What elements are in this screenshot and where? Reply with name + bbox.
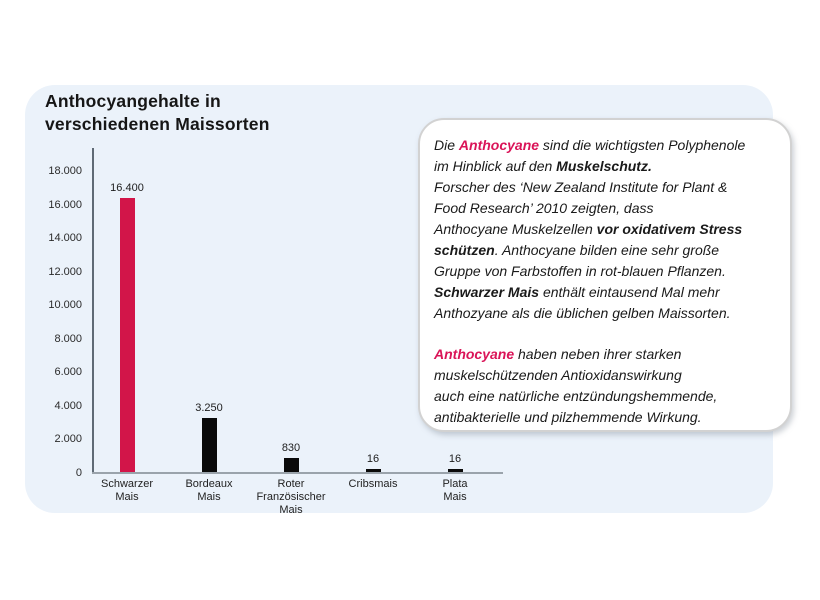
info-line xyxy=(434,198,782,219)
info-text-segment: Food Research’ 2010 zeigten, dass xyxy=(434,200,654,216)
bar-value-label: 16.400 xyxy=(110,182,144,194)
info-text-segment: . Anthocyane bilden eine sehr große xyxy=(494,242,720,258)
info-line xyxy=(434,344,782,365)
info-accent-text: Anthocyane xyxy=(458,137,540,153)
info-line xyxy=(434,135,782,156)
info-text-segment: antibakterielle und pilzhemmende Wirkung. xyxy=(434,409,702,425)
category-label-line: Mais xyxy=(115,491,139,503)
y-tick-label: 10.000 xyxy=(48,299,82,311)
info-line xyxy=(434,177,782,198)
category-label-line: Schwarzer xyxy=(101,478,153,490)
y-tick-label: 2.000 xyxy=(54,433,82,445)
info-text-segment: muskelschützenden Antioxidanswirkung xyxy=(434,367,682,383)
bar-value-label: 3.250 xyxy=(195,402,223,414)
y-tick-label: 12.000 xyxy=(48,266,82,278)
y-tick-label: 18.000 xyxy=(48,165,82,177)
info-line xyxy=(434,156,782,177)
y-tick-label: 8.000 xyxy=(54,333,82,345)
info-text-segment: schützen xyxy=(434,242,495,258)
category-label-line: Roter xyxy=(277,478,305,490)
info-text-segment: Gruppe von Farbstoffen in rot-blauen Pflanzen. xyxy=(434,263,726,279)
info-text-segment: Anthocyane Muskelzellen xyxy=(434,221,597,237)
category-label-line: Mais xyxy=(279,504,303,516)
info-paragraph xyxy=(434,344,782,428)
bar-value-label: 830 xyxy=(281,442,301,454)
category-label-line: Mais xyxy=(197,491,221,503)
info-text-segment: Schwarzer Mais xyxy=(434,284,540,300)
info-text-segment: haben neben ihrer starken xyxy=(514,346,682,362)
info-line xyxy=(434,386,782,407)
chart-title-line1: Anthocyangehalte in xyxy=(45,91,221,111)
category-label-line: Mais xyxy=(443,491,467,503)
info-text-segment: Muskelschutz. xyxy=(556,158,652,174)
info-text-segment: Anthozyane als die üblichen gelben Maissorten. xyxy=(434,305,731,321)
category-label-line: Bordeaux xyxy=(185,478,233,490)
info-paragraph xyxy=(434,135,782,324)
y-tick-label: 4.000 xyxy=(54,400,82,412)
category-label-line: Plata xyxy=(442,478,468,490)
info-line xyxy=(434,261,782,282)
info-line xyxy=(434,303,782,324)
y-tick-label: 6.000 xyxy=(54,366,82,378)
y-tick-label: 16.000 xyxy=(48,199,82,211)
info-line xyxy=(434,407,782,428)
info-line xyxy=(434,365,782,386)
info-text-segment: vor oxidativem Stress xyxy=(596,221,743,237)
info-line xyxy=(434,219,782,240)
bar-value-label: 16 xyxy=(366,453,380,465)
bar-value-label: 16 xyxy=(448,453,462,465)
y-tick-label: 14.000 xyxy=(48,232,82,244)
info-line xyxy=(434,282,782,303)
info-line xyxy=(434,240,782,261)
category-label-line: Cribsmais xyxy=(348,478,398,490)
category-label-line: Französischer xyxy=(256,491,326,503)
chart-title-line2: verschiedenen Maissorten xyxy=(45,114,270,134)
info-box xyxy=(418,118,792,432)
chart-title xyxy=(45,90,270,136)
info-text-segment: im Hinblick auf den xyxy=(434,158,557,174)
y-tick-label: 0 xyxy=(75,467,82,479)
info-text-segment: sind die wichtigsten Polyphenole xyxy=(539,137,746,153)
info-text-segment: Forscher des ‘New Zealand Institute for Plant & xyxy=(434,179,728,195)
info-text-segment: enthält eintausend Mal mehr xyxy=(539,284,720,300)
info-text-segment: auch eine natürliche entzündungshemmende, xyxy=(434,388,718,404)
info-text-segment: Die xyxy=(434,137,459,153)
info-accent-text: Anthocyane xyxy=(434,346,515,362)
